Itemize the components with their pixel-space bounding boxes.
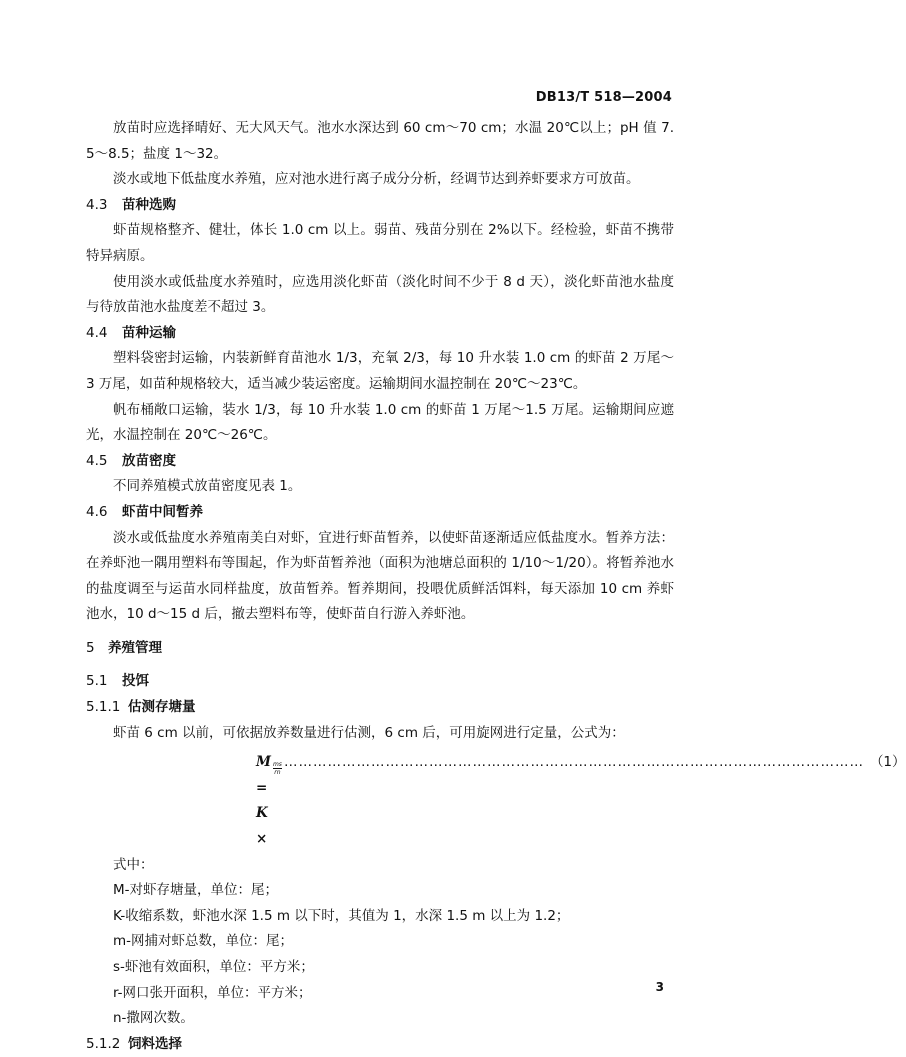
definition-item: M-对虾存塘量，单位：尾；	[113, 882, 279, 899]
section-heading-5	[86, 636, 674, 662]
paragraph: 使用淡水或低盐度水养殖时，应选用淡化虾苗（淡化时间不少于 8 d 天），淡化虾苗池水盐度与待放苗池水盐度差不超过 3。	[86, 273, 674, 316]
paragraph: 淡水或低盐度水养殖南美白对虾，宜进行虾苗暂养，以使虾苗逐渐适应低盐度水。暂养方法：在养虾池一隅用塑料布等围起，作为虾苗暂养池（面积为池塘总面积的 1/10～1/20）。将暂养池水的盐度调至与运苗水同样盐度，放苗暂养。暂养期间，投喂优质鲜活饵料，每天添加 10 cm 养虾池水，10 d～15 d 后，撤去塑料布等，使虾苗自行游入养虾池。	[86, 529, 674, 623]
fraction-denominator: rn	[274, 769, 281, 777]
formula-line	[86, 750, 906, 852]
section-title: 估测存塘量	[128, 699, 196, 716]
section-number: 4.5	[86, 452, 108, 469]
definition-item: s-虾池有效面积，单位：平方米；	[113, 959, 314, 975]
section-heading-4-6	[86, 500, 674, 526]
definitions-list	[113, 853, 674, 1032]
definition-item: K-收缩系数，虾池水深 1.5 m 以下时，其值为 1，水深 1.5 m 以上为 1.2；	[113, 907, 570, 924]
definition-item: n-撒网次数。	[113, 1010, 194, 1027]
section-number: 5.1.2	[86, 1035, 121, 1052]
definition-item: r-网口张开面积，单位：平方米；	[113, 984, 312, 1001]
section-heading-5-1	[86, 669, 674, 695]
section-title: 投饵	[122, 673, 149, 690]
paragraph: 虾苗规格整齐、健壮，体长 1.0 cm 以上。弱苗、残苗分别在 2%以下。经检验，虾苗不携带特异病原。	[86, 222, 674, 264]
section-title: 放苗密度	[122, 452, 176, 469]
paragraph: 塑料袋密封运输，内装新鲜育苗池水 1/3，充氧 2/3，每 10 升水装 1.0 cm 的虾苗 2 万尾～3 万尾，如苗种规格较大，适当减少装运密度。运输期间水温控制在 20℃～23℃。	[86, 350, 674, 392]
section-number: 5	[86, 639, 95, 656]
section-heading-4-3	[86, 193, 674, 219]
section-heading-5-1-2	[86, 1032, 674, 1057]
section-heading-4-5	[86, 449, 674, 475]
standard-code: DB13/T 518—2004	[535, 90, 672, 105]
section-title: 饲料选择	[128, 1035, 182, 1052]
section-heading-5-1-1	[86, 695, 674, 721]
fraction-numerator: ms	[272, 761, 282, 769]
section-heading-4-4	[86, 321, 674, 347]
page-body	[86, 116, 906, 1057]
section-title: 苗种运输	[122, 324, 176, 341]
section-number: 5.1	[86, 673, 108, 690]
paragraph: 淡水或地下低盐度水养殖，应对池水进行离子成分分析，经调节达到养虾要求方可放苗。	[113, 171, 640, 188]
definition-item: m-网捕对虾总数，单位：尾；	[113, 933, 294, 950]
paragraph: 不同养殖模式放苗密度见表 1。	[113, 478, 302, 495]
paragraph: 放苗时应选择晴好、无大风天气。池水水深达到 60 cm～70 cm；水温 20℃以上；pH 值 7.5～8.5；盐度 1～32。	[86, 120, 674, 162]
section-title: 养殖管理	[108, 639, 162, 656]
formula-fraction	[273, 761, 282, 776]
section-number: 5.1.1	[86, 699, 121, 716]
page-number: 3	[655, 980, 664, 994]
section-title: 虾苗中间暂养	[122, 503, 203, 520]
paragraph: 虾苗 6 cm 以前，可依据放养数量进行估测，6 cm 后，可用旋网进行定量，公式为：	[113, 724, 625, 741]
equation-number: （1）	[869, 754, 906, 771]
definition-item: 式中：	[113, 856, 154, 873]
formula-lhs: M = K ×	[256, 754, 271, 848]
paragraph: 帆布桶敞口运输，装水 1/3，每 10 升水装 1.0 cm 的虾苗 1 万尾～1.5 万尾。运输期间应遮光，水温控制在 20℃～26℃。	[86, 401, 674, 444]
formula-leader-dots: …………………………………………………………………………………………………………	[283, 754, 864, 771]
section-number: 4.3	[86, 196, 108, 213]
section-number: 4.4	[86, 324, 108, 341]
section-number: 4.6	[86, 503, 108, 520]
section-title: 苗种选购	[122, 196, 176, 213]
